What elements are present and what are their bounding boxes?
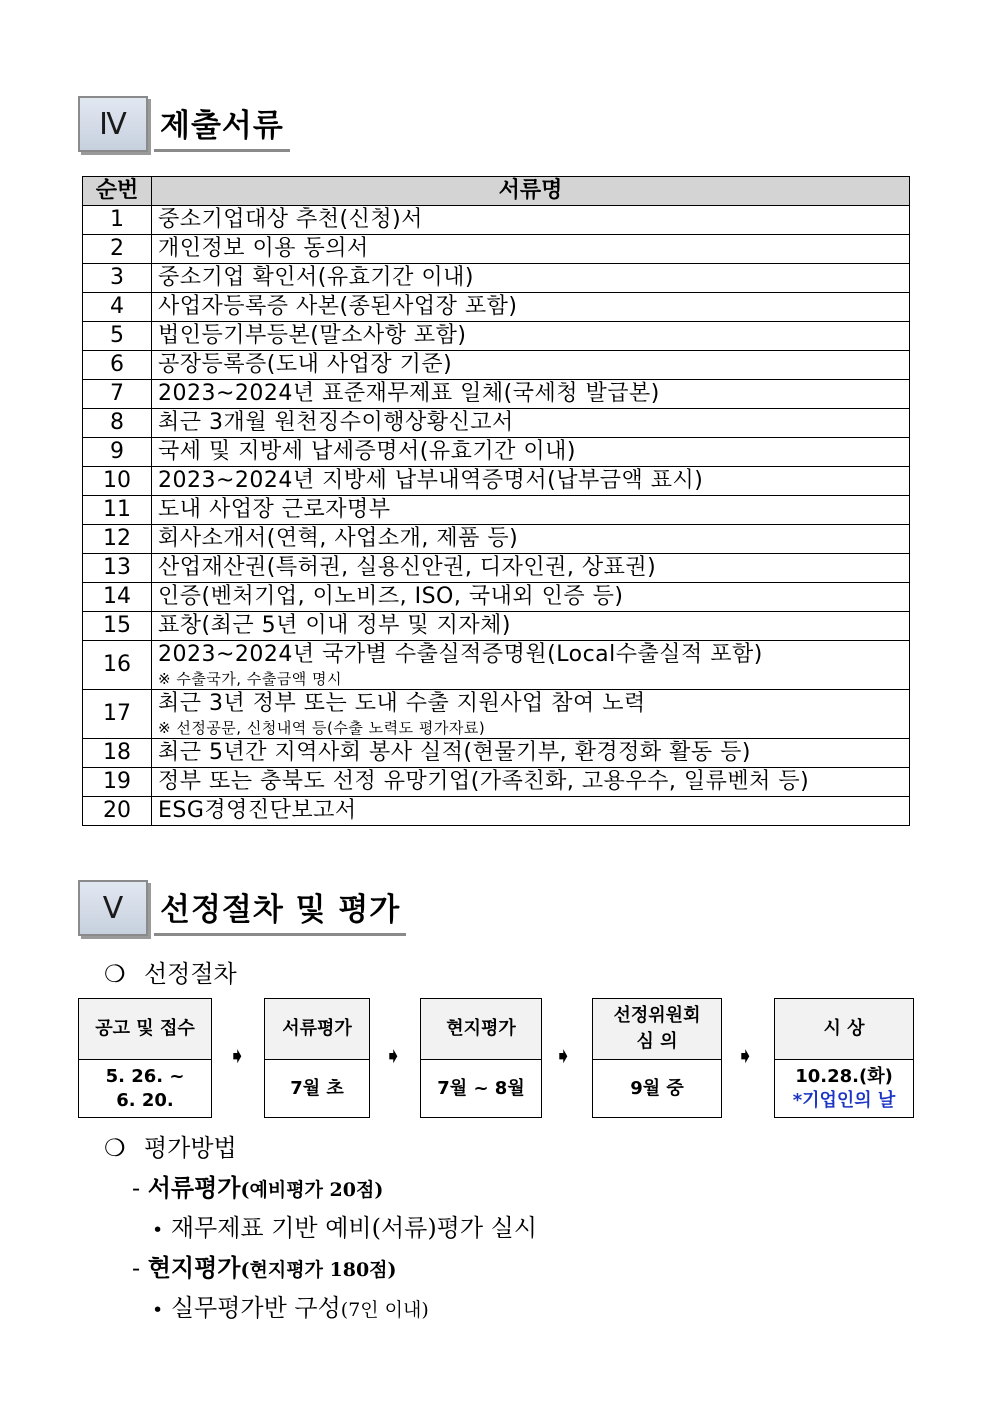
document-name-cell xyxy=(152,554,910,583)
step-title: 시 상 xyxy=(775,999,913,1060)
row-number: 9 xyxy=(83,438,152,467)
dot-bullet-icon: • xyxy=(152,1219,164,1241)
row-number: 10 xyxy=(83,467,152,496)
table-row xyxy=(83,351,910,380)
step-date: 10.28.(화) xyxy=(795,1065,893,1087)
table-row xyxy=(83,235,910,264)
table-row xyxy=(83,641,910,690)
document-name: 회사소개서(연혁, 사업소개, 제품 등) xyxy=(158,526,519,551)
step-document-review xyxy=(264,998,370,1118)
row-number: 1 xyxy=(83,206,152,235)
document-name: 최근 3개월 원천징수이행상황신고서 xyxy=(158,410,514,435)
step-date: 7월 초 xyxy=(290,1077,344,1099)
step-title: 현지평가 xyxy=(421,999,541,1060)
document-name: 2023~2024년 국가별 수출실적증명원(Local수출실적 포함) xyxy=(158,642,763,667)
step-title: 선정위원회 심 의 xyxy=(593,999,721,1060)
row-number: 6 xyxy=(83,351,152,380)
document-name: 법인등기부등본(말소사항 포함) xyxy=(158,323,467,348)
row-number: 17 xyxy=(83,690,152,739)
step-announcement xyxy=(78,998,212,1118)
document-name-cell xyxy=(152,264,910,293)
evaluation-title: 서류평가 xyxy=(147,1173,241,1202)
table-row xyxy=(83,206,910,235)
dot-bullet-icon: • xyxy=(152,1299,164,1321)
document-name: 도내 사업장 근로자명부 xyxy=(158,497,391,522)
section-5-header xyxy=(78,880,406,936)
table-row xyxy=(83,554,910,583)
table-row xyxy=(83,768,910,797)
circle-bullet-icon: ❍ xyxy=(104,960,126,988)
table-row xyxy=(83,264,910,293)
row-number: 13 xyxy=(83,554,152,583)
step-award xyxy=(774,998,914,1118)
evaluation-score: (현지평가 180점) xyxy=(240,1259,397,1281)
table-row xyxy=(83,322,910,351)
document-name-cell xyxy=(152,351,910,380)
evaluation-heading-text: 평가방법 xyxy=(144,1134,237,1162)
arrow-right-icon: ➧ xyxy=(554,1044,573,1069)
step-title: 공고 및 접수 xyxy=(79,999,211,1060)
evaluation-heading xyxy=(104,1128,237,1163)
step-site-review xyxy=(420,998,542,1118)
arrow-right-icon: ➧ xyxy=(384,1044,403,1069)
document-name-cell xyxy=(152,409,910,438)
document-name-cell xyxy=(152,612,910,641)
procedure-heading xyxy=(104,954,237,989)
document-name-cell xyxy=(152,206,910,235)
document-name-cell xyxy=(152,797,910,826)
evaluation-detail-site: • 실무평가반 구성(7인 이내) xyxy=(152,1294,429,1322)
document-name: 인증(벤처기업, 이노비즈, ISO, 국내외 인증 등) xyxy=(158,584,624,609)
row-number: 16 xyxy=(83,641,152,690)
row-number: 2 xyxy=(83,235,152,264)
document-name: 정부 또는 충북도 선정 유망기업(가족친화, 고용우수, 일류벤처 등) xyxy=(158,769,810,794)
documents-table xyxy=(82,176,910,826)
table-row xyxy=(83,380,910,409)
step-title: 서류평가 xyxy=(265,999,369,1060)
row-number: 14 xyxy=(83,583,152,612)
table-row xyxy=(83,496,910,525)
document-name: 최근 5년간 지역사회 봉사 실적(현물기부, 환경정화 활동 등) xyxy=(158,740,751,765)
step-subnote: *기업인의 날 xyxy=(792,1089,896,1111)
document-name: 산업재산권(특허권, 실용신안권, 디자인권, 상표권) xyxy=(158,555,657,580)
document-name: 표창(최근 5년 이내 정부 및 지자체) xyxy=(158,613,511,638)
document-name: 최근 3년 정부 또는 도내 수출 지원사업 참여 노력 xyxy=(158,691,646,716)
document-name: 공장등록증(도내 사업장 기준) xyxy=(158,352,453,377)
header-no: 순번 xyxy=(83,177,152,206)
arrow-right-icon: ➧ xyxy=(228,1044,247,1069)
document-name: 2023~2024년 지방세 납부내역증명서(납부금액 표시) xyxy=(158,468,704,493)
row-number: 15 xyxy=(83,612,152,641)
row-number: 19 xyxy=(83,768,152,797)
row-number: 20 xyxy=(83,797,152,826)
row-number: 3 xyxy=(83,264,152,293)
documents-table-body xyxy=(83,206,910,826)
document-name: ESG경영진단보고서 xyxy=(158,798,357,823)
procedure-flow xyxy=(0,998,992,1120)
evaluation-score: (예비평가 20점) xyxy=(240,1179,384,1201)
document-name-cell xyxy=(152,739,910,768)
procedure-heading-text: 선정절차 xyxy=(144,960,237,988)
table-header-row xyxy=(83,177,910,206)
document-name-cell xyxy=(152,380,910,409)
table-row xyxy=(83,438,910,467)
row-number: 4 xyxy=(83,293,152,322)
document-name: 중소기업 확인서(유효기간 이내) xyxy=(158,265,474,290)
document-name: 국세 및 지방세 납세증명서(유효기간 이내) xyxy=(158,439,576,464)
circle-bullet-icon: ❍ xyxy=(104,1134,126,1162)
section-4-header xyxy=(78,96,290,152)
document-note: ※ 선정공문, 신청내역 등(수출 노력도 평가자료) xyxy=(158,719,486,737)
document-note: ※ 수출국가, 수출금액 명시 xyxy=(158,670,343,688)
table-row xyxy=(83,690,910,739)
table-row xyxy=(83,293,910,322)
table-row xyxy=(83,739,910,768)
step-committee xyxy=(592,998,722,1118)
evaluation-detail-document: • 재무제표 기반 예비(서류)평가 실시 xyxy=(152,1214,538,1242)
section-5-title: 선정절차 및 평가 xyxy=(154,892,406,936)
document-name-cell xyxy=(152,467,910,496)
table-row xyxy=(83,583,910,612)
table-row xyxy=(83,409,910,438)
row-number: 7 xyxy=(83,380,152,409)
evaluation-item-document: - 서류평가(예비평가 20점) xyxy=(132,1173,384,1202)
table-row xyxy=(83,525,910,554)
section-4-number: Ⅳ xyxy=(78,96,148,152)
document-name-cell xyxy=(152,322,910,351)
document-name-cell xyxy=(152,438,910,467)
document-name: 2023~2024년 표준재무제표 일체(국세청 발급본) xyxy=(158,381,660,406)
arrow-right-icon: ➧ xyxy=(736,1044,755,1069)
document-name: 중소기업대상 추천(신청)서 xyxy=(158,207,423,232)
header-name: 서류명 xyxy=(152,177,910,206)
document-name-cell xyxy=(152,293,910,322)
evaluation-title: 현지평가 xyxy=(147,1253,241,1282)
document-name-cell xyxy=(152,768,910,797)
document-name-cell xyxy=(152,583,910,612)
row-number: 11 xyxy=(83,496,152,525)
document-name: 개인정보 이용 동의서 xyxy=(158,236,369,261)
document-name-cell xyxy=(152,641,910,690)
step-date: 7월 ~ 8월 xyxy=(437,1077,525,1099)
row-number: 18 xyxy=(83,739,152,768)
document-name-cell xyxy=(152,235,910,264)
document-name-cell xyxy=(152,525,910,554)
document-name-cell xyxy=(152,690,910,739)
table-row xyxy=(83,467,910,496)
section-5-number: Ⅴ xyxy=(78,880,148,936)
document-name: 사업자등록증 사본(종된사업장 포함) xyxy=(158,294,518,319)
section-4-title: 제출서류 xyxy=(154,108,290,152)
step-date: 9월 중 xyxy=(630,1077,684,1099)
row-number: 5 xyxy=(83,322,152,351)
row-number: 12 xyxy=(83,525,152,554)
document-name-cell xyxy=(152,496,910,525)
evaluation-item-site: - 현지평가(현지평가 180점) xyxy=(132,1253,397,1282)
row-number: 8 xyxy=(83,409,152,438)
table-row xyxy=(83,797,910,826)
step-date: 5. 26. ~ 6. 20. xyxy=(105,1065,185,1111)
table-row xyxy=(83,612,910,641)
